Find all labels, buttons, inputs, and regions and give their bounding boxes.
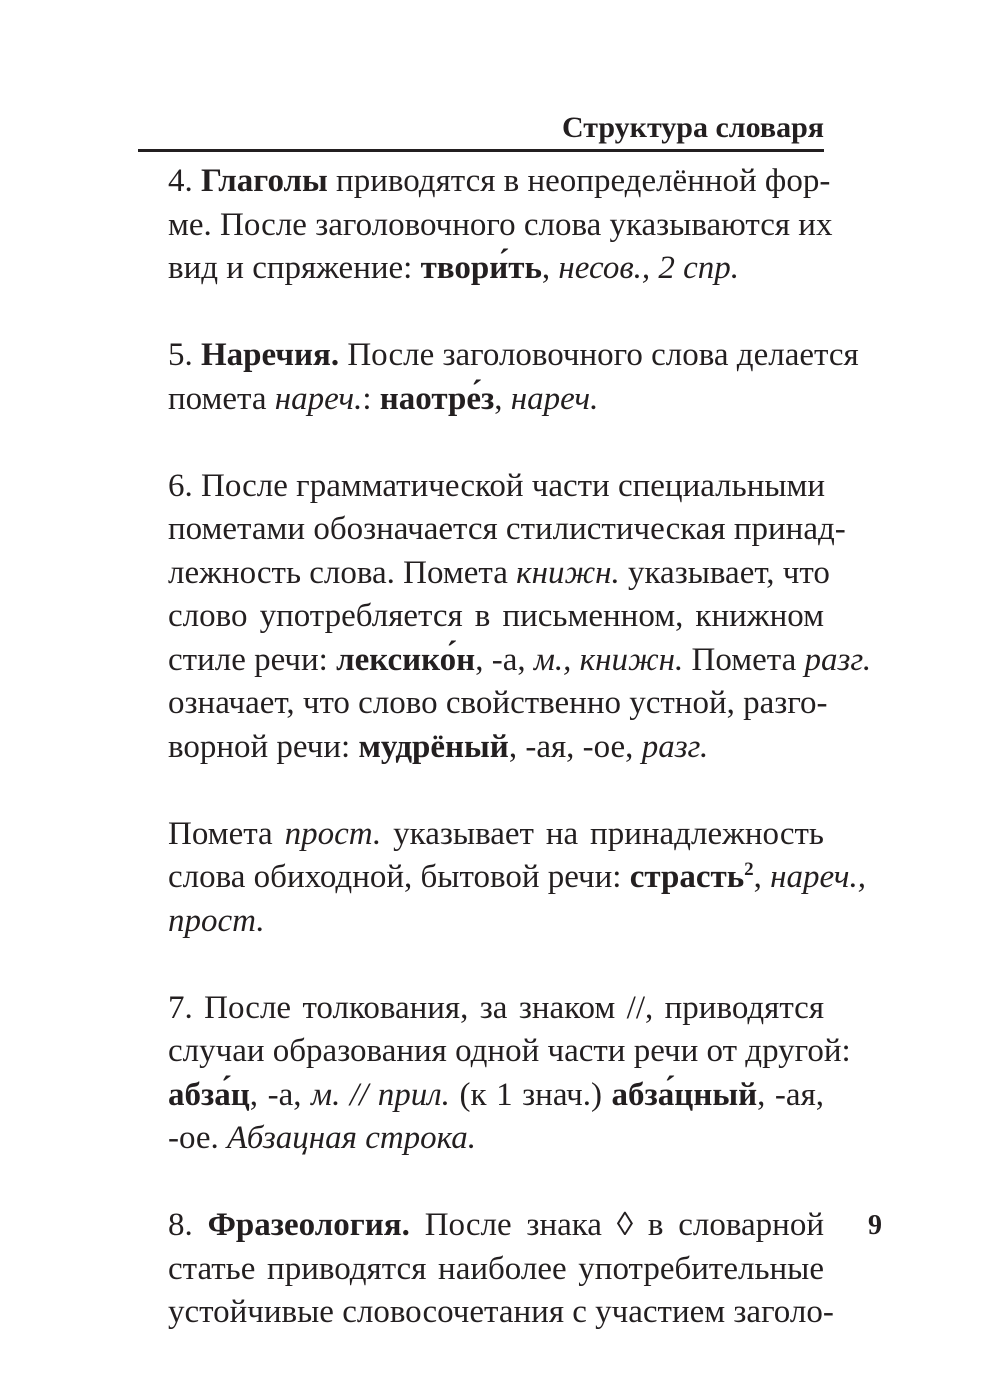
- paragraph-adverbs: [138, 334, 859, 421]
- text-run: :: [362, 380, 380, 417]
- text-line: [138, 813, 824, 857]
- headword-example: твори́ть: [420, 250, 542, 286]
- text-run: После знака ◊ в словарной: [409, 1207, 825, 1243]
- text-line: [138, 247, 824, 291]
- label-italic: несов., 2 спр.: [558, 250, 740, 286]
- term-bold: Фразеология.: [207, 1207, 410, 1243]
- label-italic: нареч.: [510, 380, 599, 417]
- text-line: [138, 508, 846, 552]
- text-line: [138, 987, 824, 1031]
- text-run: означает, что слово свойственно устной, разго-: [168, 685, 828, 721]
- text-run: слово употребляется в письменном, книжном: [168, 598, 824, 634]
- text-run: помета: [168, 380, 275, 417]
- label-italic: нареч.: [274, 380, 363, 417]
- text-line: [138, 334, 859, 378]
- text-run: , -а,: [249, 1076, 312, 1113]
- item-number: 4.: [168, 163, 201, 199]
- label-italic: прост.: [284, 815, 382, 852]
- text-run: устойчивые словосочетания с участием заголо-: [168, 1294, 834, 1330]
- text-line: [138, 1074, 824, 1118]
- text-run: Помета: [168, 815, 285, 852]
- paragraph-phraseology: [138, 1204, 834, 1335]
- paragraph-derivation: [138, 987, 851, 1161]
- headword-example: страсть: [629, 859, 745, 895]
- text-run: -ое.: [168, 1120, 228, 1156]
- label-italic: прост.: [168, 902, 265, 939]
- text-line: [138, 856, 866, 900]
- term-bold: Наречия.: [201, 337, 340, 373]
- label-italic: разг.: [641, 728, 709, 765]
- usage-example-italic: Абзацная строка.: [227, 1120, 477, 1156]
- text-line: [138, 1291, 834, 1335]
- text-run: После заголовочного слова делается: [339, 337, 859, 373]
- homonym-superscript: 2: [744, 859, 754, 880]
- text-run: (к 1 знач.): [449, 1076, 612, 1113]
- text-run: , -а,: [475, 641, 534, 678]
- label-italic: нареч.,: [770, 859, 866, 895]
- text-run: 7. После толкования, за знаком //, приводятся: [168, 989, 824, 1026]
- page-number: 9: [868, 1210, 882, 1241]
- text-line: [138, 160, 831, 204]
- text-line: [138, 378, 824, 422]
- text-line: [138, 1204, 824, 1248]
- text-line: [138, 1030, 851, 1074]
- paragraph-colloquial-label: [138, 813, 866, 944]
- text-run: 6. После грамматической части специальными: [168, 467, 826, 504]
- page-body: [138, 160, 872, 1378]
- text-line: [138, 900, 824, 944]
- headword-example: абза́цный: [611, 1076, 758, 1113]
- text-run: Помета: [683, 641, 805, 678]
- text-run: стиле речи:: [168, 641, 337, 678]
- text-line: [138, 204, 833, 248]
- text-run: пометами обозначается стилистическая принад-: [168, 511, 846, 547]
- text-run: ,: [753, 859, 771, 895]
- text-run: ,: [541, 250, 559, 286]
- text-line: [138, 552, 830, 596]
- headword-example: мудрёный: [358, 728, 509, 765]
- item-number: 5.: [168, 337, 201, 373]
- label-italic: разг.: [804, 641, 872, 678]
- text-line: [138, 465, 824, 509]
- paragraph-style-labels: [138, 465, 872, 770]
- running-header-title: Структура словаря: [562, 111, 824, 144]
- headword-example: абза́ц: [168, 1076, 250, 1113]
- text-run: указывает на принадлежность: [381, 815, 824, 852]
- label-italic: м., книжн.: [533, 641, 684, 678]
- text-run: ,: [494, 380, 511, 417]
- paragraph-verbs: [138, 160, 833, 291]
- text-run: вид и спряжение:: [168, 250, 421, 286]
- text-run: , -ая, -ое,: [508, 728, 642, 765]
- label-italic: книжн.: [516, 554, 620, 591]
- text-line: [138, 639, 872, 683]
- text-run: статье приводятся наиболее употребительные: [168, 1250, 824, 1287]
- text-run: ворной речи:: [168, 728, 359, 765]
- text-run: лежность слова. Помета: [168, 554, 517, 591]
- text-run: приводятся в неопределённой фор-: [327, 163, 831, 199]
- text-line: [138, 1248, 824, 1292]
- text-line: [138, 682, 828, 726]
- text-run: слова обиходной, бытовой речи:: [168, 859, 630, 895]
- text-line: [138, 726, 824, 770]
- header-rule: [138, 149, 824, 152]
- term-bold: Глаголы: [201, 163, 328, 199]
- text-run: случаи образования одной части речи от другой:: [168, 1033, 851, 1069]
- text-line: [138, 1117, 824, 1161]
- text-line: [138, 595, 824, 639]
- headword-example: лексико́н: [336, 641, 476, 678]
- text-run: , -ая,: [757, 1076, 824, 1113]
- text-run: ме. После заголовочного слова указываются их: [168, 206, 833, 243]
- headword-example: наотре́з: [379, 380, 495, 417]
- text-run: указывает, что: [619, 554, 830, 591]
- label-italic: м. // прил.: [311, 1076, 450, 1113]
- item-number: 8.: [168, 1207, 208, 1243]
